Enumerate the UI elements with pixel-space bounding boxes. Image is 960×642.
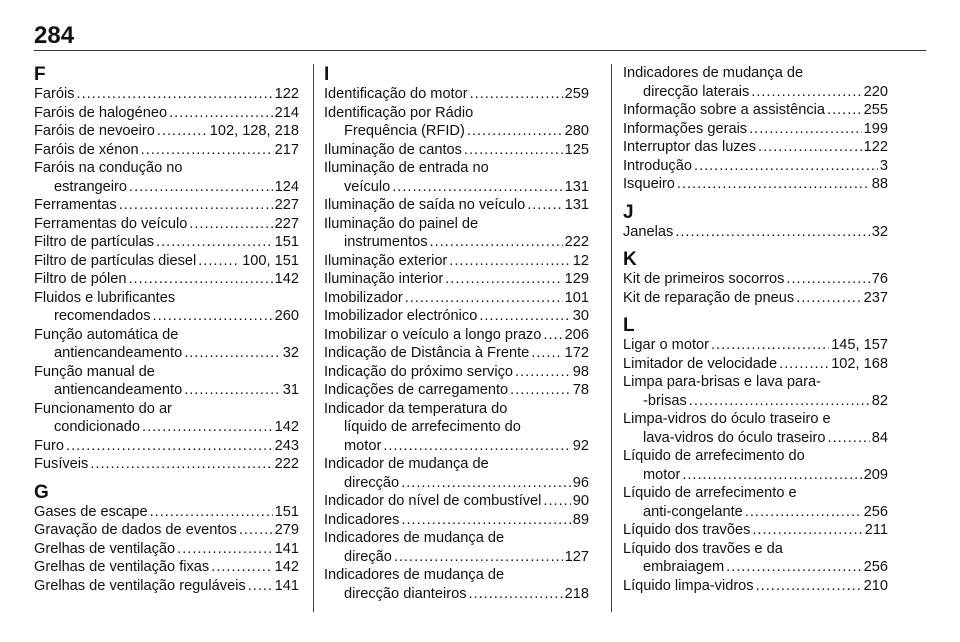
page-reference: 84	[871, 429, 888, 446]
index-entry	[623, 270, 888, 289]
page-reference: 78	[572, 382, 589, 398]
entry-continuation	[623, 466, 888, 485]
entry-continuation	[34, 418, 299, 437]
dot-leader	[401, 511, 570, 530]
page-reference: 222	[274, 456, 299, 472]
index-entry	[34, 196, 299, 215]
page-reference: 142	[274, 271, 299, 287]
entry-continuation	[324, 585, 589, 604]
index-entry	[34, 521, 299, 540]
index-entry	[34, 252, 299, 271]
dot-leader	[141, 141, 273, 160]
page-reference: 90	[572, 493, 589, 509]
section-letter: L	[623, 315, 635, 336]
page-reference: 279	[274, 522, 299, 538]
entry-text: Isqueiro	[623, 176, 675, 192]
page-reference: 12	[572, 252, 589, 269]
index-entry	[623, 521, 888, 540]
entry-text: motor	[344, 437, 382, 454]
entry-text: Ferramentas	[34, 197, 117, 213]
index-entry	[324, 289, 589, 308]
page-reference: 220	[863, 83, 888, 100]
index-entry	[324, 252, 589, 271]
index-entry	[34, 503, 299, 522]
dot-leader	[745, 503, 862, 522]
page-reference: 31	[282, 382, 299, 398]
entry-text: antiencandeamento	[54, 382, 183, 398]
page-reference: 131	[564, 178, 589, 195]
entry-text: Iluminação exterior	[324, 252, 448, 269]
index-entry	[623, 120, 888, 139]
page-number: 284	[34, 22, 75, 49]
dot-leader	[66, 437, 273, 456]
entry-text: Imobilizar o veículo a longo prazo	[324, 326, 542, 343]
page-reference: 145, 157	[831, 337, 888, 353]
index-entry	[623, 223, 888, 242]
entry-text-line: Indicadores de mudança de	[324, 567, 505, 583]
section-letter: F	[34, 64, 46, 85]
index-entry	[34, 104, 299, 123]
entry-continuation	[623, 392, 888, 411]
page-reference: 131	[564, 197, 589, 213]
entry-text: Indicador do nível de combustível	[324, 493, 542, 509]
dot-leader	[828, 429, 870, 448]
dot-leader	[177, 540, 272, 559]
index-entry	[324, 159, 589, 196]
page-reference: 82	[871, 392, 888, 409]
page-reference: 151	[274, 503, 299, 520]
entry-continuation	[623, 503, 888, 522]
index-entry	[623, 336, 888, 355]
dot-leader	[449, 252, 570, 271]
dot-leader	[189, 215, 272, 234]
dot-leader	[543, 326, 562, 345]
dot-leader	[383, 437, 570, 456]
page-reference: 142	[274, 559, 299, 575]
entry-text: Indicadores	[324, 511, 400, 528]
page-reference: 141	[274, 577, 299, 594]
index-entry	[324, 455, 589, 492]
entry-text: Gravação de dados de eventos	[34, 522, 237, 538]
entry-text: Ligar o motor	[623, 337, 709, 353]
index-entry	[324, 141, 589, 160]
entry-text: direção	[344, 548, 392, 565]
entry-text: Imobilizador electrónico	[324, 308, 478, 324]
index-entry	[623, 157, 888, 176]
entry-text-line: Líquido de arrefecimento e	[623, 485, 797, 501]
page-reference: 172	[564, 345, 589, 361]
dot-leader	[157, 122, 208, 141]
page-reference: 151	[274, 234, 299, 250]
index-entry	[324, 215, 589, 252]
index-column-1	[34, 64, 299, 603]
entry-continuation	[34, 344, 299, 363]
entry-text: direcção	[344, 474, 400, 491]
dot-leader	[756, 577, 862, 596]
page-reference: 260	[274, 308, 299, 324]
page-reference: 206	[564, 326, 589, 343]
entry-text-line: Identificação por Rádio	[324, 104, 474, 121]
index-entry	[623, 410, 888, 447]
entry-continuation	[324, 233, 589, 252]
entry-text-line: Função manual de	[34, 363, 155, 380]
page-reference: 218	[564, 585, 589, 602]
dot-leader	[677, 175, 870, 194]
dot-leader	[515, 363, 571, 382]
index-entry	[34, 270, 299, 289]
entry-text: Indicações de carregamento	[324, 382, 509, 398]
entry-text: Faróis	[34, 86, 75, 102]
entry-text: Grelhas de ventilação	[34, 540, 176, 557]
index-entry	[324, 400, 589, 456]
index-entry	[623, 447, 888, 484]
entry-text: Faróis de xénon	[34, 141, 139, 158]
page-reference: 100, 151	[242, 252, 299, 269]
dot-leader	[752, 521, 862, 540]
page-reference: 259	[564, 86, 589, 102]
page-reference: 3	[879, 157, 888, 174]
header-rule	[34, 50, 926, 51]
dot-leader	[467, 122, 563, 141]
dot-leader	[470, 85, 563, 104]
entry-text: Informações gerais	[623, 120, 748, 137]
dot-leader	[77, 85, 273, 104]
page-reference: 122	[274, 86, 299, 102]
entry-continuation	[623, 429, 888, 448]
page-reference: 255	[863, 102, 888, 118]
page-reference: 280	[564, 123, 589, 139]
entry-text-line: Iluminação de entrada no	[324, 160, 489, 176]
page-reference: 243	[274, 437, 299, 454]
index-entry	[34, 122, 299, 141]
index-section	[623, 202, 888, 242]
entry-text-line: Limpa-vidros do óculo traseiro e	[623, 411, 831, 427]
page-reference: 122	[863, 139, 888, 155]
page-reference: 209	[863, 466, 888, 483]
dot-leader	[827, 101, 862, 120]
entry-text-line: Líquido de arrefecimento do	[623, 448, 805, 464]
entry-text: Imobilizador	[324, 289, 403, 306]
entry-text: Gases de escape	[34, 503, 148, 520]
page-reference: 32	[871, 223, 888, 240]
dot-leader	[150, 503, 273, 522]
dot-leader	[479, 307, 570, 326]
dot-leader	[156, 233, 273, 252]
dot-leader	[90, 455, 272, 474]
index-entry	[34, 215, 299, 234]
index-entry	[324, 363, 589, 382]
entry-continuation	[324, 474, 589, 493]
entry-continuation	[623, 558, 888, 577]
index-section	[623, 315, 888, 595]
index-section	[324, 64, 589, 603]
index-entry	[34, 558, 299, 577]
section-letter: J	[623, 201, 634, 223]
index-entry	[34, 289, 299, 326]
page-reference: 32	[282, 345, 299, 361]
entry-text: Furo	[34, 437, 65, 454]
page-reference: 256	[863, 559, 888, 575]
index-entry	[623, 289, 888, 308]
index-section	[34, 482, 299, 596]
index-entry	[34, 159, 299, 196]
entry-text: Kit de primeiros socorros	[623, 271, 785, 287]
entry-text: recomendados	[54, 308, 151, 324]
entry-text: Kit de reparação de pneus	[623, 289, 795, 306]
dot-leader	[211, 558, 272, 577]
page-reference: 210	[863, 577, 888, 594]
index-entry	[34, 540, 299, 559]
entry-text: Indicação de Distância à Frente	[324, 345, 530, 361]
entry-text: Filtro de partículas diesel	[34, 252, 197, 269]
index-entry	[623, 484, 888, 521]
dot-leader	[689, 392, 870, 411]
section-letter: K	[623, 249, 637, 270]
entry-text: Indicação do próximo serviço	[324, 363, 513, 380]
entry-text: Iluminação de saída no veículo	[324, 197, 526, 213]
index-entry	[324, 566, 589, 603]
dot-leader	[726, 558, 862, 577]
dot-leader	[401, 474, 571, 493]
entry-text: antiencandeamento	[54, 345, 183, 361]
page-reference: 89	[572, 511, 589, 528]
entry-text: Limitador de velocidade	[623, 355, 778, 372]
section-letter: I	[324, 64, 330, 85]
entry-text: direcção laterais	[643, 83, 750, 100]
index-entry	[623, 540, 888, 577]
dot-leader	[153, 307, 273, 326]
index-entry	[324, 104, 589, 141]
dot-leader	[786, 270, 869, 289]
column-divider	[313, 64, 314, 612]
index-entry	[324, 326, 589, 345]
page-reference: 88	[871, 176, 888, 192]
page-reference: 124	[274, 178, 299, 195]
index-entry	[34, 85, 299, 104]
entry-text: estrangeiro	[54, 178, 128, 195]
dot-leader	[464, 141, 563, 160]
dot-leader	[675, 223, 869, 242]
dot-leader	[129, 178, 273, 197]
page-reference: 101	[564, 289, 589, 306]
entry-text: instrumentos	[344, 234, 428, 250]
index-entry	[623, 175, 888, 194]
index-column-2	[324, 64, 589, 611]
index-entry	[623, 373, 888, 410]
entry-text: Filtro de partículas	[34, 234, 155, 250]
index-entry	[324, 344, 589, 363]
entry-continuation	[34, 178, 299, 197]
entry-text: lava-vidros do óculo traseiro	[643, 429, 826, 446]
page-reference: 96	[572, 474, 589, 491]
entry-text: Grelhas de ventilação fixas	[34, 559, 210, 575]
entry-text: Faróis de halogéneo	[34, 104, 168, 121]
page-reference: 127	[564, 548, 589, 565]
entry-text: Iluminação interior	[324, 271, 444, 287]
dot-leader	[469, 585, 563, 604]
dot-leader	[510, 381, 571, 400]
page-reference: 30	[572, 308, 589, 324]
entry-text: motor	[643, 466, 681, 483]
dot-leader	[531, 344, 562, 363]
page-reference: 227	[274, 197, 299, 213]
entry-text: Filtro de pólen	[34, 271, 127, 287]
entry-text-line: Indicador da temperatura do	[324, 400, 508, 417]
entry-text-line: Funcionamento do ar	[34, 400, 172, 417]
dot-leader	[142, 418, 273, 437]
entry-text-line: Indicador de mudança de	[324, 456, 489, 472]
page-reference: 141	[274, 540, 299, 557]
entry-continuation	[34, 381, 299, 400]
entry-text: -brisas	[643, 392, 687, 409]
page-reference: 76	[871, 271, 888, 287]
index-section	[623, 64, 888, 194]
page-reference: 129	[564, 271, 589, 287]
page-reference: 222	[564, 234, 589, 250]
dot-leader	[394, 548, 563, 567]
index-entry	[34, 141, 299, 160]
entry-text: condicionado	[54, 419, 141, 435]
dot-leader	[405, 289, 563, 308]
index-entry	[324, 529, 589, 566]
index-entry	[34, 455, 299, 474]
entry-text-line: Fluidos e lubrificantes	[34, 289, 176, 306]
dot-leader	[184, 344, 281, 363]
entry-text: Frequência (RFID)	[344, 123, 465, 139]
entry-text-line: Indicadores de mudança de	[623, 65, 804, 81]
entry-text-line: Líquido dos travões e da	[623, 540, 783, 557]
entry-text-line: Limpa para-brisas e lava para-	[623, 374, 821, 390]
index-entry	[34, 437, 299, 456]
entry-continuation	[623, 83, 888, 102]
dot-leader	[527, 196, 562, 215]
index-entry	[623, 64, 888, 101]
entry-text-line: Indicadores de mudança de	[324, 530, 505, 546]
entry-continuation	[324, 122, 589, 141]
index-entry	[324, 196, 589, 215]
entry-text: veículo	[344, 178, 391, 195]
page-reference: 199	[863, 120, 888, 137]
entry-text: Grelhas de ventilação reguláveis	[34, 577, 246, 594]
page-reference: 142	[274, 419, 299, 435]
index-entry	[623, 355, 888, 374]
entry-text: Iluminação de cantos	[324, 141, 462, 158]
entry-text: Janelas	[623, 223, 674, 240]
page-reference: 211	[864, 522, 888, 538]
dot-leader	[749, 120, 862, 139]
dot-leader	[184, 381, 281, 400]
index-entry	[324, 307, 589, 326]
entry-text: Interruptor das luzes	[623, 139, 757, 155]
entry-text: direcção dianteiros	[344, 585, 467, 602]
page-reference: 98	[572, 363, 589, 380]
entry-text-line: Função automática de	[34, 326, 179, 343]
entry-text: Ferramentas do veículo	[34, 215, 188, 232]
dot-leader	[128, 270, 272, 289]
dot-leader	[796, 289, 861, 308]
section-letter: G	[34, 481, 49, 503]
dot-leader	[694, 157, 878, 176]
page-reference: 237	[863, 289, 888, 306]
index-section	[34, 64, 299, 474]
dot-leader	[198, 252, 240, 271]
entry-text-line: Faróis na condução no	[34, 160, 183, 176]
page-reference: 102, 168	[831, 355, 888, 372]
dot-leader	[445, 270, 562, 289]
index-entry	[324, 270, 589, 289]
entry-text: Líquido dos travões	[623, 522, 751, 538]
index-entry	[324, 492, 589, 511]
entry-text: Faróis de nevoeiro	[34, 123, 155, 139]
page-reference: 125	[564, 141, 589, 158]
entry-text: anti-congelante	[643, 503, 743, 520]
page-reference: 227	[274, 215, 299, 232]
entry-text-line: líquido de arrefecimento do	[344, 419, 521, 435]
index-entry	[324, 511, 589, 530]
page-reference: 256	[863, 503, 888, 520]
page-reference: 214	[274, 104, 299, 121]
dot-leader	[119, 196, 273, 215]
dot-leader	[711, 336, 829, 355]
dot-leader	[248, 577, 273, 596]
page-reference: 102, 128, 218	[209, 123, 299, 139]
entry-text: Fusíveis	[34, 456, 89, 472]
entry-text: embraiagem	[643, 559, 725, 575]
index-entry	[623, 101, 888, 120]
dot-leader	[239, 521, 273, 540]
entry-continuation	[324, 548, 589, 567]
entry-continuation	[324, 437, 589, 456]
entry-text: Identificação do motor	[324, 86, 468, 102]
dot-leader	[169, 104, 273, 123]
page-reference: 92	[572, 437, 589, 454]
entry-text: Introdução	[623, 157, 692, 174]
entry-text: Líquido limpa-vidros	[623, 577, 754, 594]
entry-text: Informação sobre a assistência	[623, 102, 825, 118]
index-entry	[623, 577, 888, 596]
index-entry	[34, 233, 299, 252]
index-column-3	[623, 64, 888, 603]
entry-continuation	[34, 307, 299, 326]
dot-leader	[430, 233, 563, 252]
dot-leader	[682, 466, 861, 485]
dot-leader	[779, 355, 829, 374]
index-entry	[623, 138, 888, 157]
page-reference: 217	[274, 141, 299, 158]
index-entry	[34, 326, 299, 363]
dot-leader	[392, 178, 562, 197]
dot-leader	[543, 492, 570, 511]
index-entry	[324, 381, 589, 400]
index-entry	[34, 363, 299, 400]
index-section	[623, 249, 888, 307]
entry-continuation	[324, 178, 589, 197]
index-entry	[34, 400, 299, 437]
dot-leader	[751, 83, 861, 102]
column-divider	[611, 64, 612, 612]
dot-leader	[758, 138, 862, 157]
index-entry	[324, 85, 589, 104]
index-entry	[34, 577, 299, 596]
entry-text-line: Iluminação do painel de	[324, 215, 479, 232]
